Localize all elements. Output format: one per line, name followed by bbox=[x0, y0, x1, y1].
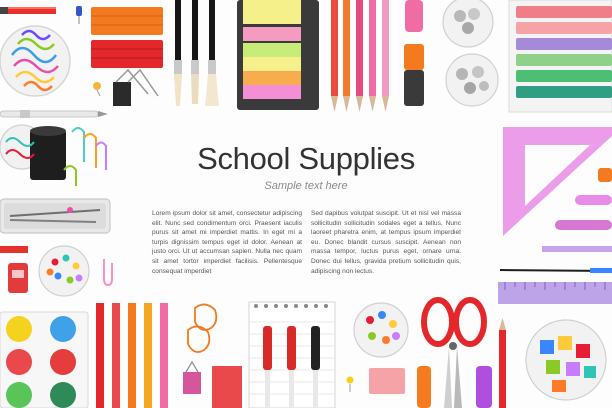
watercolor-palette-icon bbox=[0, 312, 88, 408]
compass-case-icon bbox=[0, 199, 110, 233]
body-text-right: Sed dapibus volutpat suscipit. Ut et nisl vel massa sollicitudin sollicitudin sodales eget a tellus. Nunc laoreet pharetra enim, at tempus ipsum imperdiet eu. Donec blandit cursus suscipit. Aenean non massa tempor, luctus purus eget, ornare urna. Donec dui tellus, gravida pretium sollicitudin quis, adipiscing non lectus. bbox=[311, 210, 461, 275]
pen-pink-icon bbox=[555, 195, 612, 230]
pencil-red-bottom-icon bbox=[499, 318, 506, 408]
thumbtack-bowl-bottom-icon bbox=[446, 54, 498, 106]
glue-stick-icon bbox=[404, 44, 424, 106]
push-pin-icon bbox=[76, 6, 82, 24]
marker-icon bbox=[96, 303, 168, 408]
eraser-red-icon bbox=[212, 366, 242, 408]
push-pin-bowl-icon bbox=[39, 246, 89, 296]
clip-holder-icon bbox=[0, 125, 106, 186]
paper-clip-bowl-icon bbox=[0, 26, 70, 96]
binder-clip-icon bbox=[113, 70, 158, 106]
thumbtack-icon bbox=[93, 82, 101, 96]
paint-brush-icon bbox=[174, 0, 219, 106]
sharpener-icon bbox=[8, 263, 28, 293]
pen-white-icon bbox=[0, 110, 108, 118]
thumbtack-yellow-icon bbox=[347, 377, 354, 393]
sticky-notes-icon bbox=[237, 0, 319, 110]
push-pin-jar-icon bbox=[354, 303, 408, 357]
foot-clips-icon bbox=[188, 304, 216, 352]
pencil-top-left-icon bbox=[0, 7, 56, 14]
subtitle: Sample text here bbox=[264, 180, 348, 192]
page-title: School Supplies bbox=[197, 141, 415, 176]
paper-clip-pink-icon bbox=[104, 259, 112, 285]
thumbtack-bowl-top-icon bbox=[443, 0, 493, 47]
pastel-crayon-icon bbox=[509, 0, 612, 112]
glue-stick-purple-icon bbox=[476, 366, 492, 408]
binder-clip-bowl-icon bbox=[526, 320, 606, 400]
eraser-pink-icon bbox=[369, 368, 405, 394]
marker-pink-icon bbox=[405, 0, 423, 32]
modeling-clay-orange-icon bbox=[91, 7, 163, 35]
marker-orange-icon bbox=[417, 366, 431, 408]
binder-clip-pink-icon bbox=[183, 362, 201, 394]
body-text-left: Lorem ipsum dolor sit amet, consectetur adipiscing elit. Nunc sed condimentum orci. Praesent iaculis purus sit amet mi imperdiet mattis. In eget mi a turpis dignissim tempus eget id dolor. Aenean at justo orci. Ut ut accumsan sapien. Nulla nec quam sit amet tortor imperdiet facilisis. Pellentesque consequat imperdiet bbox=[152, 210, 302, 275]
pencil-lilac-icon bbox=[542, 246, 612, 252]
eraser-orange-icon bbox=[598, 168, 612, 182]
scissors-icon bbox=[424, 300, 484, 408]
ruler-icon bbox=[498, 282, 612, 304]
modeling-clay-red-icon bbox=[91, 40, 163, 68]
colored-pencil-icon bbox=[331, 0, 389, 112]
pencil-short-red-icon bbox=[0, 246, 28, 253]
triangle-ruler-icon bbox=[503, 127, 612, 236]
paint-brush-small-icon bbox=[500, 268, 612, 273]
